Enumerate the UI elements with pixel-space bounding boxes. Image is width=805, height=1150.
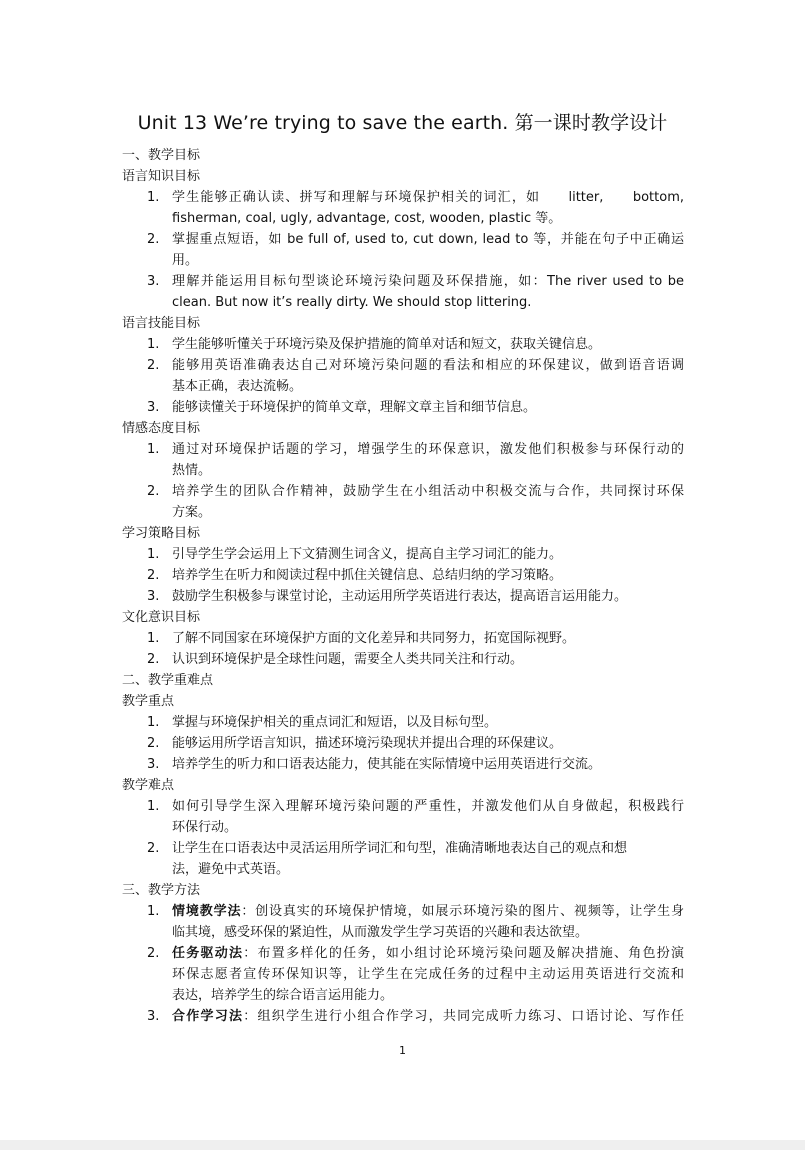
subsection-heading: 学习策略目标 — [122, 526, 201, 541]
list-item-number: 2. — [147, 946, 160, 961]
list-item-text: 认识到环境保护是全球性问题，需要全人类共同关注和行动。 — [172, 652, 524, 667]
list-item — [122, 628, 684, 649]
page-number: 1 — [399, 1044, 406, 1057]
list-item — [122, 712, 684, 733]
list-item-number: 1. — [147, 442, 160, 457]
list-item-text: ：组织学生进行小组合作学习，共同完成听力练习、口语讨论、写作任 — [243, 1009, 684, 1024]
section-heading: 二、教学重难点 — [122, 673, 214, 688]
subsection-heading: 语言知识目标 — [122, 169, 201, 184]
list-item — [122, 754, 684, 775]
subsection-heading: 文化意识目标 — [122, 610, 201, 625]
list-item-number: 3. — [147, 757, 160, 772]
list-item-text: 让学生在口语表达中灵活运用所学词汇和句型，准确清晰地表达自己的观点和想 — [172, 841, 628, 856]
list-item-number: 3. — [147, 400, 160, 415]
list-item — [122, 397, 684, 418]
list-item-text: 环保志愿者宣传环保知识等，让学生在完成任务的过程中主动运用英语进行交流和 — [172, 967, 684, 982]
section-heading: 三、教学方法 — [122, 883, 201, 898]
list-item-number: 2. — [147, 484, 160, 499]
list-item-line — [172, 754, 684, 775]
list-item-text: 能够用英语准确表达自己对环境污染问题的看法和相应的环保建议，做到语音语调 — [172, 358, 684, 373]
list-item — [122, 796, 684, 838]
list-item-number: 2. — [147, 358, 160, 373]
list-item-line — [172, 502, 684, 523]
list-item-text: 引导学生学会运用上下文猜测生词含义，提高自主学习词汇的能力。 — [172, 547, 563, 562]
list-item-line — [172, 271, 684, 292]
subsection-heading: 情感态度目标 — [122, 421, 201, 436]
list-item — [122, 838, 684, 880]
list-item-line — [172, 733, 684, 754]
list-item — [122, 733, 684, 754]
list-item-text: 掌握重点短语，如 be full of, used to, cut down, lead to 等，并能在句子中正确运 — [172, 232, 684, 247]
list-item-line — [172, 922, 684, 943]
list-item-number: 2. — [147, 652, 160, 667]
method-name: 情境教学法 — [172, 904, 242, 919]
list-item-line — [172, 565, 684, 586]
list-item-line — [172, 250, 684, 271]
list-item-number: 1. — [147, 631, 160, 646]
list-item-text: 能够读懂关于环境保护的简单文章，理解文章主旨和细节信息。 — [172, 400, 537, 415]
list-item-line — [172, 901, 684, 922]
list-item-line — [172, 187, 684, 208]
list-item-line — [172, 376, 684, 397]
section-heading: 一、教学目标 — [122, 148, 201, 163]
list-item-text: 理解并能运用目标句型谈论环境污染问题及环保措施，如：The river used to be — [172, 274, 684, 289]
list-item-number: 1. — [147, 715, 160, 730]
list-item-text: 能够运用所学语言知识，描述环境污染现状并提出合理的环保建议。 — [172, 736, 563, 751]
list-item — [122, 1006, 684, 1027]
list-item-line — [172, 586, 684, 607]
list-item-text: 学生能够正确认读、拼写和理解与环境保护相关的词汇，如 litter, bottom, — [172, 190, 684, 205]
list-item-text: 通过对环境保护话题的学习，增强学生的环保意识，激发他们积极参与环保行动的 — [172, 442, 684, 457]
list-item-text: clean. But now it’s really dirty. We should stop littering. — [172, 295, 532, 310]
list-item-text: 鼓励学生积极参与课堂讨论，主动运用所学英语进行表达，提高语言运用能力。 — [172, 589, 628, 604]
method-name: 任务驱动法 — [172, 946, 244, 961]
list-item-line — [172, 943, 684, 964]
list-item-line — [172, 460, 684, 481]
list-item-line — [172, 628, 684, 649]
list-item — [122, 544, 684, 565]
list-item — [122, 187, 684, 229]
list-item-line — [172, 649, 684, 670]
list-item-line — [172, 481, 684, 502]
list-item-text: 培养学生在听力和阅读过程中抓住关键信息、总结归纳的学习策略。 — [172, 568, 563, 583]
list-item-line — [172, 544, 684, 565]
list-item-line — [172, 859, 684, 880]
list-item — [122, 481, 684, 523]
list-item-line — [172, 292, 684, 313]
list-item-number: 2. — [147, 841, 160, 856]
list-item — [122, 586, 684, 607]
list-item-line — [172, 796, 684, 817]
list-item-text: 培养学生的团队合作精神，鼓励学生在小组活动中积极交流与合作，共同探讨环保 — [172, 484, 684, 499]
list-item-number: 1. — [147, 337, 160, 352]
list-item-number: 3. — [147, 589, 160, 604]
list-item-text: 基本正确，表达流畅。 — [172, 379, 303, 394]
list-item-line — [172, 355, 684, 376]
list-item — [122, 229, 684, 271]
list-item-text: 如何引导学生深入理解环境污染问题的严重性，并激发他们从自身做起，积极践行 — [172, 799, 684, 814]
list-item-text: 学生能够听懂关于环境污染及保护措施的简单对话和短文，获取关键信息。 — [172, 337, 602, 352]
list-item — [122, 355, 684, 397]
list-item-number: 3. — [147, 274, 160, 289]
list-item-number: 1. — [147, 547, 160, 562]
list-item — [122, 901, 684, 943]
list-item-text: 环保行动。 — [172, 820, 238, 835]
list-item-line — [172, 334, 684, 355]
list-item-line — [172, 817, 684, 838]
list-item-line — [172, 838, 684, 859]
list-item-text: 临其境，感受环保的紧迫性，从而激发学生学习英语的兴趣和表达欲望。 — [172, 925, 589, 940]
subsection-heading: 语言技能目标 — [122, 316, 201, 331]
list-item — [122, 943, 684, 1006]
list-item-text: 培养学生的听力和口语表达能力，使其能在实际情境中运用英语进行交流。 — [172, 757, 602, 772]
list-item-line — [172, 712, 684, 733]
list-item-number: 2. — [147, 736, 160, 751]
list-item-number: 2. — [147, 232, 160, 247]
list-item-line — [172, 985, 684, 1006]
list-item-text: ：布置多样化的任务，如小组讨论环境污染问题及解决措施、角色扮演 — [243, 946, 684, 961]
document-title: Unit 13 We’re trying to save the earth. 第一课时教学设计 — [137, 112, 668, 134]
list-item-line — [172, 964, 684, 985]
list-item-text: 法，避免中式英语。 — [172, 862, 290, 877]
list-item — [122, 334, 684, 355]
list-item-line — [172, 208, 684, 229]
list-item-number: 1. — [147, 799, 160, 814]
list-item-text: 了解不同国家在环境保护方面的文化差异和共同努力，拓宽国际视野。 — [172, 631, 576, 646]
list-item-text: 表达，培养学生的综合语言运用能力。 — [172, 988, 394, 1003]
list-item-line — [172, 397, 684, 418]
list-item-line — [172, 229, 684, 250]
list-item-text: 方案。 — [172, 505, 212, 520]
list-item-line — [172, 439, 684, 460]
list-item-number: 3. — [147, 1009, 160, 1024]
list-item — [122, 439, 684, 481]
subsection-heading: 教学难点 — [122, 778, 175, 793]
list-item — [122, 271, 684, 313]
list-item — [122, 565, 684, 586]
list-item-line — [172, 1006, 684, 1027]
method-name: 合作学习法 — [172, 1009, 244, 1024]
list-item-text: 热情。 — [172, 463, 212, 478]
list-item-text: 掌握与环境保护相关的重点词汇和短语，以及目标句型。 — [172, 715, 498, 730]
document-body — [122, 145, 684, 1027]
list-item-text: 用。 — [172, 253, 199, 268]
list-item-text: ：创设真实的环境保护情境，如展示环境污染的图片、视频等，让学生身 — [241, 904, 684, 919]
list-item — [122, 649, 684, 670]
list-item-text: fisherman, coal, ugly, advantage, cost, wooden, plastic 等。 — [172, 211, 562, 226]
list-item-number: 2. — [147, 568, 160, 583]
list-item-number: 1. — [147, 904, 160, 919]
subsection-heading: 教学重点 — [122, 694, 175, 709]
list-item-number: 1. — [147, 190, 160, 205]
